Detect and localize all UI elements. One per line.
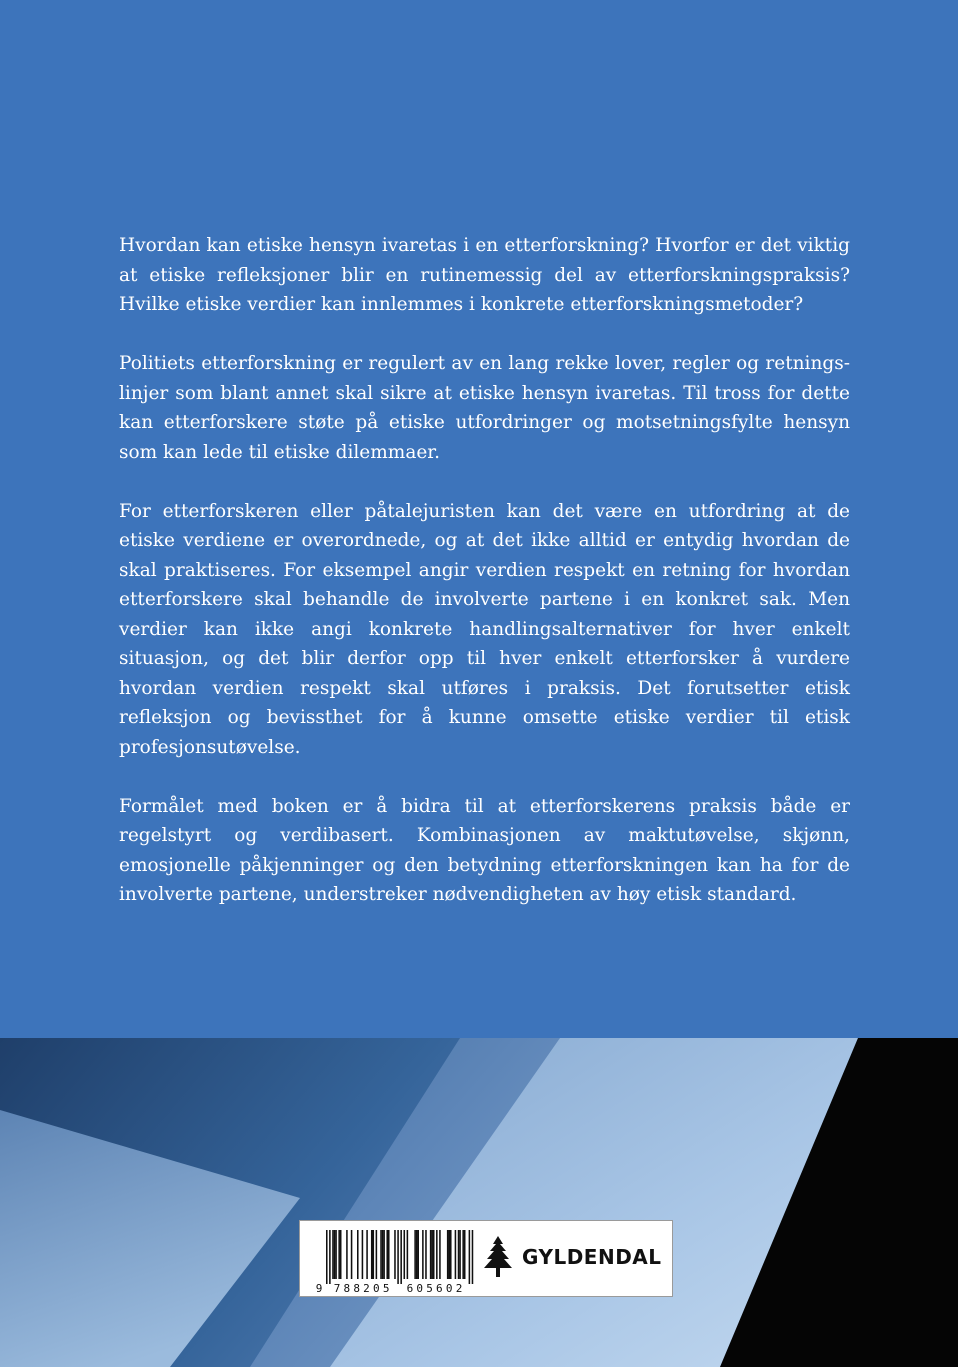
barcode-bar <box>373 1230 375 1279</box>
barcode-digits-1: 9 <box>315 1282 323 1294</box>
cover-artwork <box>0 1038 958 1367</box>
barcode-bar <box>439 1230 441 1279</box>
barcode-bar <box>436 1230 438 1279</box>
barcode-bar <box>340 1230 342 1279</box>
barcode-bar <box>469 1230 471 1284</box>
barcode-bar <box>376 1230 378 1279</box>
barcode-bar <box>414 1230 416 1279</box>
barcode-bar <box>329 1230 331 1284</box>
barcode-bar <box>357 1230 359 1279</box>
barcode-bar <box>431 1230 433 1279</box>
barcode-bar <box>450 1230 452 1279</box>
barcode-box <box>299 1220 673 1297</box>
barcode-bar <box>407 1230 409 1279</box>
barcode-bar <box>351 1230 353 1279</box>
barcode-bar <box>422 1230 424 1279</box>
barcode-bar <box>380 1230 382 1279</box>
barcode-bar <box>433 1230 435 1279</box>
barcode-bar <box>371 1230 373 1279</box>
barcode-bar <box>404 1230 406 1279</box>
blurb-paragraph-3: For etterforskeren eller påtalejuristen kan det være en utfordring at de etiske verdiene er overordnede, og at det ikke alltid er entydig hvordan de skal praktiseres. For eksempel angir verdien respekt en retning for hvordan etterforskere skal behandle de involverte partene i en konkret sak. Men verdier kan ikke angi konkrete handlingsalternativer for hver enkelt situasjon, og det blir derfor opp til hver enkelt etterforsker å vurdere hvordan verdien respekt skal utføres i praksis. Det forutsetter etisk refleksjon og bevissthet for å kunne omsette etiske verdier til etisk profesjonsutøvelse. <box>119 500 850 758</box>
barcode-bar <box>332 1230 334 1279</box>
barcode-bar <box>366 1230 368 1279</box>
barcode-bar <box>338 1230 340 1279</box>
publisher-logo <box>480 1235 662 1279</box>
publisher-name: GYLDENDAL <box>522 1245 662 1269</box>
barcode-bar <box>394 1230 396 1279</box>
barcode-bar <box>430 1230 432 1279</box>
barcode-bar <box>472 1230 474 1284</box>
barcode-bar <box>386 1230 388 1279</box>
barcode-bar <box>447 1230 449 1279</box>
barcode-bar <box>383 1230 385 1279</box>
barcode-bar <box>335 1230 337 1279</box>
barcode-bar <box>455 1230 457 1279</box>
fir-tree-icon <box>480 1235 516 1279</box>
barcode-bar <box>382 1230 384 1279</box>
barcode-bar <box>448 1230 450 1279</box>
barcode-bar <box>346 1230 348 1279</box>
isbn-barcode <box>314 1230 482 1294</box>
barcode-bar <box>459 1230 461 1279</box>
barcode-bar <box>397 1230 399 1284</box>
barcode-bar <box>464 1230 466 1279</box>
barcode-bar <box>462 1230 464 1279</box>
blurb-paragraph-2: Politiets etterforskning er regulert av en lang rekke lover, regler og retningslinjer som blant annet skal sikre at etiske hensyn ivaretas. Til tross for dette kan etterforskere støte på etiske utfordringer og motsetningsfylte hensyn som kan lede til etiske dilemmaer. <box>119 353 850 463</box>
barcode-bar <box>400 1230 402 1284</box>
blurb-paragraph-4: Formålet med boken er å bidra til at etterforskerens praksis både er regelstyrt og verdibasert. Kombinasjonen av maktutøvelse, skjønn, emosjonelle påkjenninger og den betydning etterforskningen kan ha for de involverte partene, understreker nødvendigheten av høy etisk standard. <box>119 795 850 905</box>
barcode-bar <box>388 1230 390 1279</box>
barcode-bar <box>416 1230 418 1279</box>
barcode-digits-2: 788205 <box>333 1282 393 1294</box>
barcode-bar <box>326 1230 328 1284</box>
blurb-text <box>119 231 850 910</box>
barcode-digits-3: 605602 <box>406 1282 466 1294</box>
blurb-paragraph-1: Hvordan kan etiske hensyn ivaretas i en etterforskning? Hvorfor er det viktig at etiske refleksjoner blir en rutinemessig del av etterforskningspraksis? Hvilke etiske verdier kan innlemmes i konkrete etterforskningsmetoder? <box>119 235 850 315</box>
barcode-bar <box>425 1230 427 1279</box>
barcode-bar <box>417 1230 419 1279</box>
barcode-bar <box>458 1230 460 1279</box>
barcode-bar <box>334 1230 336 1279</box>
barcode-bar <box>362 1230 364 1279</box>
